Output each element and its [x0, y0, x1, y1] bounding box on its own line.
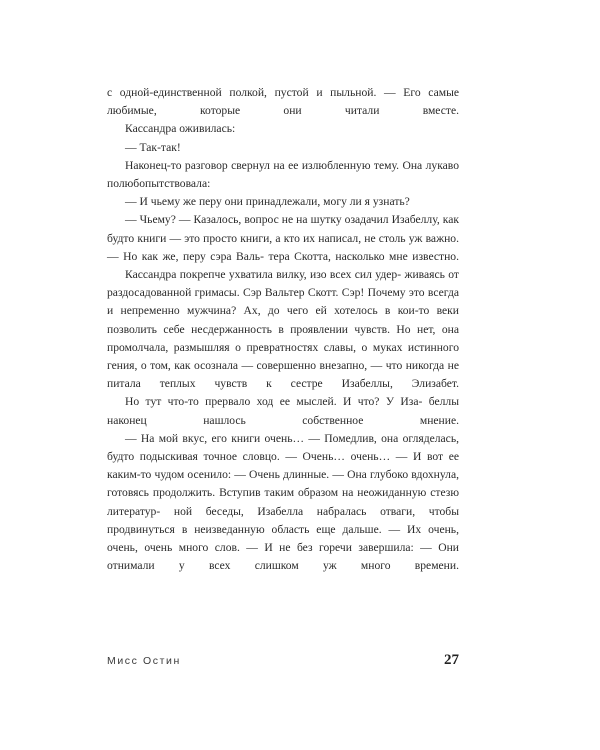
text-line: — И чьему же перу они принадлежали, могу ли я узнать? — [125, 195, 410, 209]
text-line: Изабеллу, как будто книги — это просто книги, а кто их — [107, 213, 460, 245]
text-line: Кассандра оживилась: — [125, 122, 236, 136]
page-footer — [107, 652, 459, 675]
text-line: Сэр! Почему это всегда и непременно мужчина? Ах, до чего — [107, 286, 459, 318]
paragraph-3 — [107, 139, 459, 157]
running-title: Мисс Остин — [107, 655, 181, 667]
text-line: теплых чувств к сестре Изабеллы, Элизабет. — [159, 377, 459, 391]
text-line: о превратностях славы, о муках истинного гения, о том, как — [107, 340, 459, 373]
paragraph-9 — [107, 430, 459, 576]
text-line: огляделась, будто подыскивая точное словцо. — Очень… — [107, 431, 459, 464]
paragraph-8 — [107, 393, 459, 429]
text-line: живаясь от раздосадованной гримасы. Сэр Вальтер Скотт. — [107, 268, 460, 300]
paragraph-6 — [107, 211, 459, 266]
page-number: 27 — [444, 652, 459, 668]
text-line: Наконец-то разговор свернул на ее излюбленную тему. — [125, 158, 400, 172]
paragraph-4 — [107, 157, 459, 193]
text-line: написал, не столь уж важно. — Но как же, перу сэра Валь- — [107, 231, 459, 263]
text-line: — Так-так! — [125, 140, 181, 154]
text-line: Кассандра покрепче ухватила вилку, изо всех сил удер- — [125, 268, 402, 282]
text-line: у всех слишком уж много времени. — [178, 559, 459, 573]
text-line: Она лукаво полюбопытствовала: — [107, 158, 459, 191]
text-line: самые любимые, которые они читали вместе. — [107, 86, 460, 118]
text-line: длинные. — Она глубоко вдохнула, готовясь продолжить. — [107, 468, 459, 500]
text-line: в неизведанную область еще дальше. — Их очень, очень, — [107, 522, 459, 555]
text-line: осознала — совершенно внезапно, — что никогда не питала — [107, 359, 460, 391]
text-line: Но тут что-то прервало ход ее мыслей. И что? У Иза- — [125, 395, 423, 409]
text-line: — На мой вкус, его книги очень… — Помедлив, она — [125, 431, 399, 445]
text-line: тера Скотта, насколько мне известно. — [268, 249, 459, 263]
paragraph-2 — [107, 120, 459, 138]
text-line: беллы наконец нашлось собственное мнение. — [107, 395, 459, 427]
text-line: в проявлении чувств. Но нет, она промолчала, размышляя — [107, 322, 459, 354]
paragraph-7 — [107, 266, 459, 393]
text-line: очень… — И вот ее каким-то чудом осенило: — Очень — [107, 450, 459, 482]
text-line: Вступив таким образом на неожиданную стезю литератур- — [107, 486, 459, 518]
paragraph-1 — [107, 84, 459, 120]
text-line: — Чьему? — Казалось, вопрос не на шутку озадачил — [125, 213, 389, 227]
paragraph-5 — [107, 193, 459, 211]
text-line: очень много слов. — И не без горечи завершила: — Они отнимали — [107, 541, 459, 573]
text-line: ей хотелось в кои-то веки позволить себе несдержанность — [107, 304, 459, 336]
page-body — [107, 84, 459, 575]
text-line: ной беседы, Изабелла набралась отваги, чтобы продвинуться — [107, 504, 459, 536]
text-line: с одной-единственной полкой, пустой и пыльной. — Его — [107, 86, 421, 99]
